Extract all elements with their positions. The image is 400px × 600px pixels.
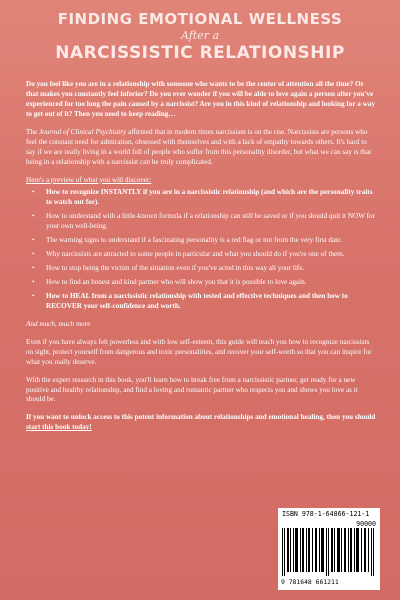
list-item [26,212,376,232]
cta-paragraph [26,413,376,433]
cover-title [0,10,400,63]
title-line-3: NARCISSISTIC RELATIONSHIP [55,43,345,63]
list-item [26,264,376,274]
isbn-barcode [278,508,380,590]
list-item-text: Why narcissists are attracted to some people in particular and what you should do if you're one of them. [46,250,345,259]
list-item [26,236,376,246]
journal-before: The [26,127,39,136]
list-item [26,188,376,208]
barcode-bars [282,528,376,576]
list-item [26,292,376,312]
list-item-text: How to recognize INSTANTLY if you are in a narcissistic relationship (and which are the personality traits to watch out for). [46,188,373,207]
isbn-number: ISBN 978-1-64866-121-1 [282,510,370,518]
bullet-icon: • [32,278,35,286]
much-more-line: And much, much more [26,319,91,328]
blurb [26,80,376,441]
journal-paragraph [26,128,376,168]
bullet-icon: • [32,291,35,300]
bullet-icon: • [32,188,35,197]
cta-text: If you want to unlock access to this potent information about relationships and emotional healing, then you should [26,413,376,422]
bullet-icon: • [32,212,35,221]
title-line-2: After a [180,29,220,42]
barcode-digits: 9 781648 661211 [281,578,339,586]
journal-name: Journal of Clinical Psychiatry [38,127,127,136]
bullet-icon: • [32,264,35,273]
preview-heading: Here's a preview of what you will discover: [26,175,152,184]
cta-link: start this book today! [26,423,92,432]
bullet-icon: • [32,250,35,259]
list-item-text: How to understand with a little-known formula if a relationship can still be saved or if you should quit it NOW for your own well-being. [46,212,376,231]
title-line-1: FINDING EMOTIONAL WELLNESS [57,10,343,28]
powerless-paragraph: Even if you have always felt powerless and with low self-esteem, this guide will teach you how to recognize narcissists on sight, protect yourself from dangerous and toxic personalities, and recover your self-worth so that you can inspire for what you really deserve. [26,337,372,366]
bullet-icon: • [32,236,35,245]
list-item [26,250,376,260]
price-code: 90000 [356,520,376,528]
research-paragraph: With the expert research in this book, you'll learn how to break free from a narcissistic partner, get ready for a new positive and healthy relationship, and find a loving and romantic partner who respects you and shows you love as it should be. [26,375,358,404]
journal-after: affirmed that in modern times narcissism is on the rise. Narcissists are persons who feel the constant need for admiration, obsessed with themselves and with a lack of empathy towards others. It's hard to say if we are really living in a world full of people who suffer from this personality disorder, but what we can say is that being in a relationship with a narcissist can be truly complicated. [26,127,372,166]
preview-list [26,188,376,311]
list-item [26,278,376,288]
list-item-text: How to find an honest and kind partner who will show you that it is possible to love again. [46,278,307,286]
list-item-text: How to stop being the victim of the situation even if you've acted in this way all your life. [46,264,305,273]
list-item-text: How to HEAL from a narcissistic relationship with tested and effective techniques and then how to RECOVER your self-confidence and worth. [46,291,348,310]
list-item-text: The warning signs to understand if a fascinating personality is a red flag or not from the very first date. [46,236,343,245]
intro-paragraph: Do you feel like you are in a relationship with someone who wants to be the center of attention all the time? Or that makes you constantly feel inferior? Do you ever wonder if you will be able to love again a person after you've experienced for too long the pain caused by a narcissist? Are you in this kind of relationship and looking for a way to get out of it? Then you need to keep reading… [26,80,375,118]
